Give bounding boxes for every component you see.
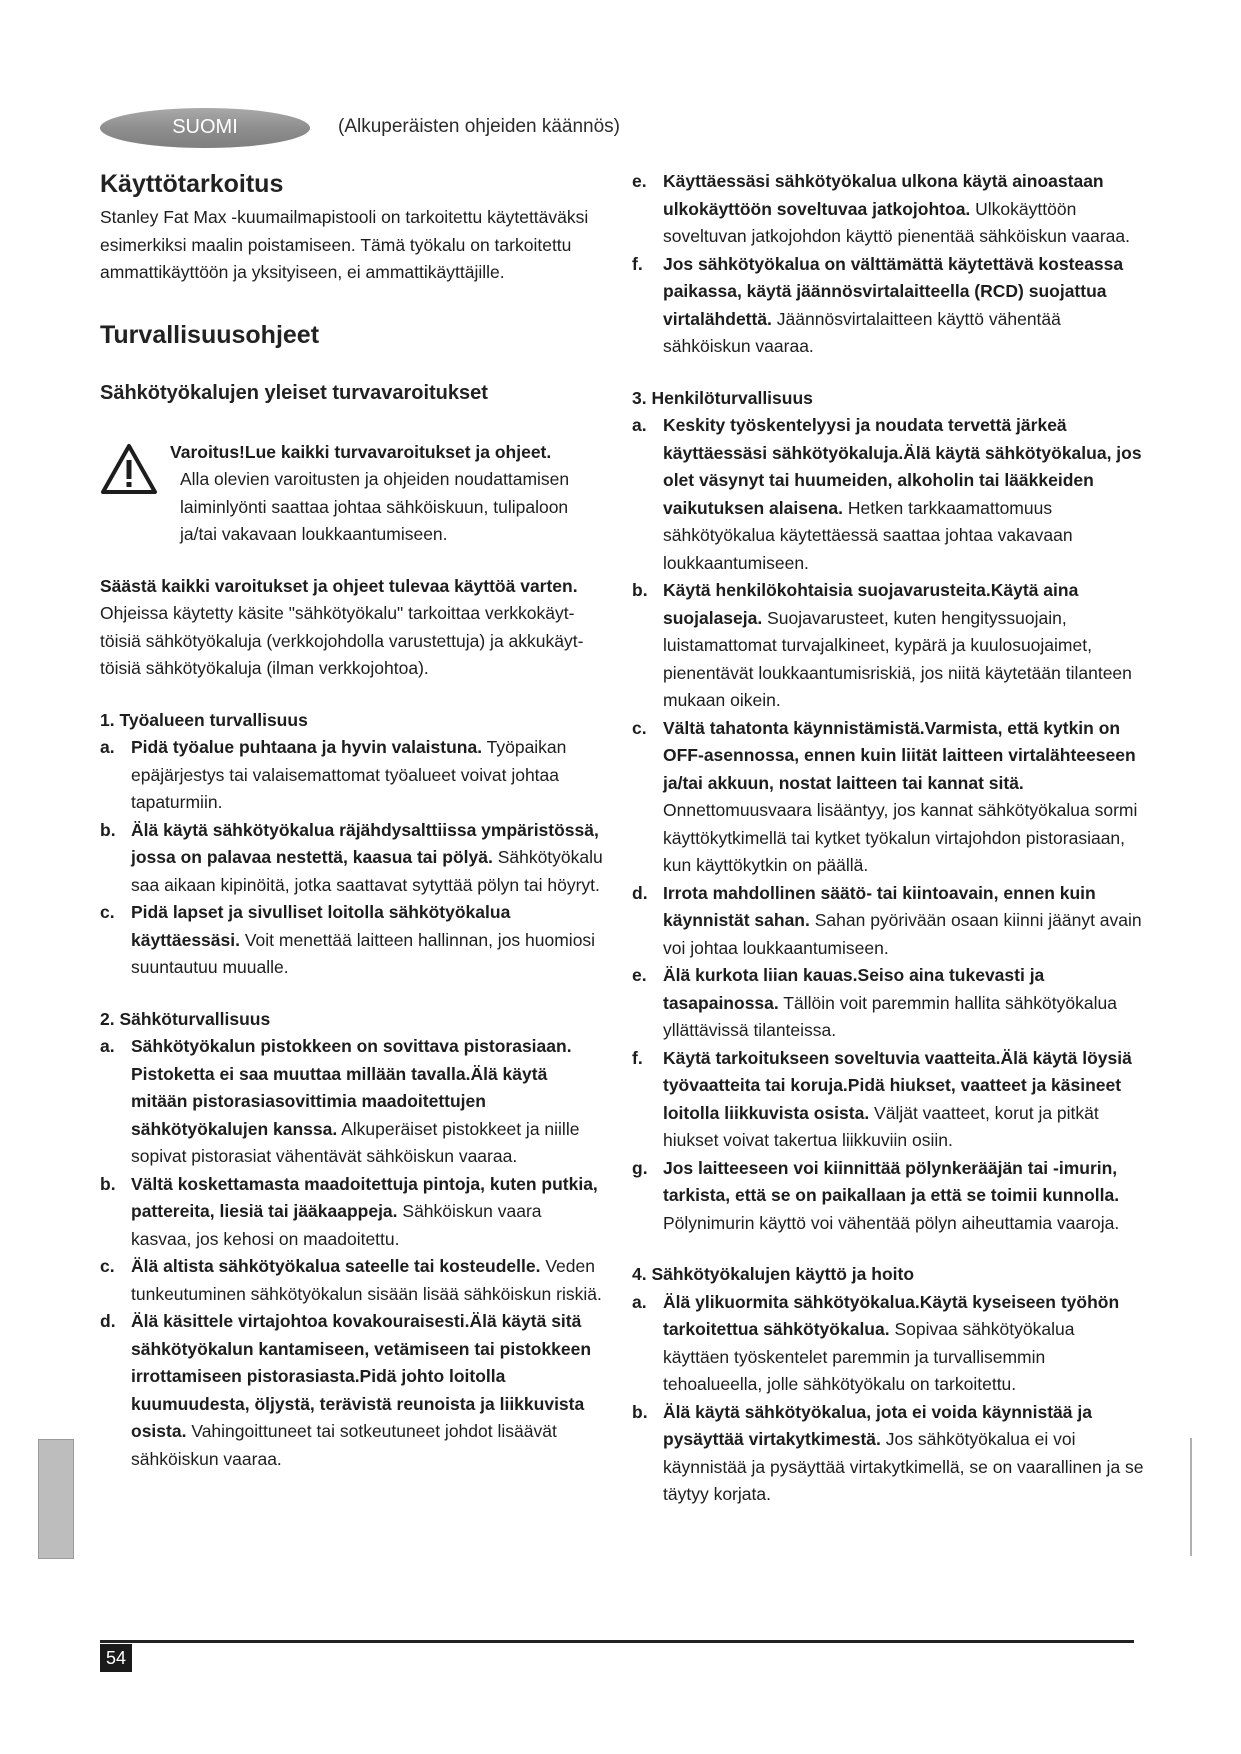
list-item	[632, 251, 1144, 361]
intended-use-text: Stanley Fat Max -kuumailmapistooli on tarkoitettu käytettäväksi esimerkiksi maalin poistamiseen. Tämä työkalu on tarkoitettu ammattikäyttöön ja yksityiseen, ei ammattikäyttäjille.	[100, 207, 589, 282]
item-label: b.	[632, 1401, 648, 1422]
item-bold: Jos laitteeseen voi kiinnittää pölynkerääjän tai -imurin, tarkista, että se on paikallaan ja että se toimii kunnolla.	[663, 1157, 1120, 1205]
item-bold: Käyttäessäsi sähkötyökalua ulkona käytä ainoastaan ulkokäyttöön soveltuvaa jatkojohtoa.	[663, 171, 1104, 219]
item-bold: Älä käsittele virtajohtoa kovakouraisesti.Älä käytä sitä sähkötyökalun kantamiseen, vetämiseen tai pistokkeen irrottamiseen pistorasiasta.Pidä johto loitolla kuumuudesta, öljystä, terävistä reunoista ja liikkuvista osista.	[131, 1311, 592, 1441]
item-text: Hetken tarkkaamattomuus sähkötyökalua käytettäessä saattaa johtaa vakavaan loukkaantumiseen.	[663, 497, 1073, 573]
item-text: Jos sähkötyökalua ei voi käynnistää ja pysäyttää virtakytkimellä, se on vaarallinen ja se täytyy korjata.	[663, 1429, 1144, 1504]
list-item	[100, 1253, 605, 1308]
list-item	[632, 168, 1144, 251]
section-1-title: 1. Työalueen turvallisuus	[100, 709, 308, 730]
left-column	[100, 168, 605, 1473]
list-item	[632, 880, 1144, 963]
language-badge	[100, 108, 310, 148]
list-item	[100, 1171, 605, 1254]
item-bold: Pidä työalue puhtaana ja hyvin valaistuna.	[131, 737, 483, 757]
item-text: Onnettomuusvaara lisääntyy, jos kannat sähkötyökalua sormi käyttökytkimellä tai kytket työkalun virtajohdon pistorasiaan, kun käyttökytkin on päällä.	[663, 800, 1138, 875]
warning-triangle-icon	[100, 443, 158, 495]
list-item	[100, 1308, 605, 1473]
item-label: e.	[632, 965, 647, 985]
item-bold: Älä kurkota liian kauas.Seiso aina tukevasti ja tasapainossa.	[663, 965, 1045, 1013]
list-item	[632, 1045, 1144, 1155]
item-label: c.	[100, 1256, 115, 1276]
item-bold: Vältä koskettamasta maadoitettuja pintoja, kuten putkia, pattereita, liesiä tai jääkaappeja.	[131, 1173, 598, 1221]
item-text: Pölynimurin käyttö voi vähentää pölyn aiheuttamia vaaroja.	[663, 1212, 1120, 1233]
language-label: SUOMI	[172, 116, 238, 138]
item-label: c.	[100, 902, 115, 922]
section-2-title: 2. Sähköturvallisuus	[100, 1008, 271, 1029]
warning-block	[100, 439, 605, 549]
item-bold: Irrota mahdollinen säätö- tai kiintoavain, ennen kuin käynnistät sahan.	[663, 882, 1096, 930]
item-text: Sopivaa sähkötyökalua käyttäen työskentelet paremmin ja turvallisemmin tehoalueella, jolle sähkötyökalu on tarkoitettu.	[663, 1319, 1075, 1394]
list-item	[632, 577, 1144, 715]
item-bold: Keskity työskentelyysi ja noudata tervettä järkeä käyttäessäsi sähkötyökaluja.Älä käytä sähkötyökalua, jos olet väsynyt tai huumeiden, alkoholin tai lääkkeiden vaikutuksen alaisena.	[663, 415, 1142, 518]
footer-rule	[100, 1640, 1134, 1643]
page-number: 54	[100, 1644, 132, 1672]
item-label: f.	[632, 253, 643, 274]
item-label: d.	[632, 882, 648, 903]
item-label: b.	[100, 1173, 116, 1194]
right-column	[632, 168, 1144, 1509]
item-label: f.	[632, 1047, 643, 1068]
item-bold: Älä käytä sähkötyökalua räjähdysalttiissa ympäristössä, jossa on palavaa nestettä, kaasua tai pölyä.	[131, 819, 599, 867]
list-item	[100, 734, 605, 817]
item-text: Tällöin voit paremmin hallita sähkötyökalua yllättävissä tilanteissa.	[663, 992, 1117, 1040]
safety-heading: Turvallisuusohjeet	[100, 320, 320, 349]
item-text: Suojavarusteet, kuten hengityssuojain, luistamattomat turvajalkineet, kypärä ja kuulosuojaimet, pienentävät loukkaantumisriskiä, jos niitä käytetään tilanteen mukaan oikein.	[663, 607, 1132, 710]
item-text: Sähköiskun vaara kasvaa, jos kehosi on maadoitettu.	[131, 1201, 542, 1249]
item-bold: Älä altista sähkötyökalua sateelle tai kosteudelle.	[131, 1256, 541, 1276]
intended-use-heading: Käyttötarkoitus	[100, 170, 284, 198]
list-item	[100, 1033, 605, 1171]
list-item	[632, 1289, 1144, 1399]
item-label: d.	[100, 1311, 116, 1331]
item-label: e.	[632, 171, 647, 191]
item-label: a.	[100, 1036, 115, 1056]
item-label: a.	[632, 415, 647, 435]
safety-subheading: Sähkötyökalujen yleiset turvavaroitukset	[100, 381, 488, 404]
item-bold: Jos sähkötyökalua on välttämättä käytettävä kosteassa paikassa, käytä jäännösvirtalaitteella (RCD) suojattua virtalähdettä.	[663, 253, 1124, 329]
save-instructions-text: Ohjeissa käytetty käsite "sähkötyökalu" tarkoittaa verkkokäyt-töisiä sähkötyökaluja (verkkojohdolla varustettuja) ja akkukäyt-töisiä sähkötyökaluja (ilman verkkojohtoa).	[100, 603, 584, 678]
save-instructions-title: Säästä kaikki varoitukset ja ohjeet tulevaa käyttöä varten.	[100, 575, 578, 596]
item-text: Vahingoittuneet tai sotkeutuneet johdot lisäävät sähköiskun vaaraa.	[131, 1421, 557, 1469]
item-text: Jäännösvirtalaitteen käyttö vähentää sähköiskun vaaraa.	[663, 308, 1061, 356]
item-label: b.	[100, 819, 116, 840]
item-bold: Käytä tarkoitukseen soveltuvia vaatteita.Älä käytä löysiä työvaatteita tai koruja.Pidä hiukset, vaatteet ja käsineet loitolla liikkuvista osista.	[663, 1047, 1132, 1123]
item-label: a.	[100, 737, 115, 757]
warning-text: Alla olevien varoitusten ja ohjeiden noudattamisen laiminlyönti saattaa johtaa sähköiskuun, tulipaloon ja/tai vakavaan loukkaantumiseen.	[180, 469, 570, 544]
item-label: c.	[632, 717, 647, 738]
item-bold: Sähkötyökalun pistokkeen on sovittava pistorasiaan. Pistoketta ei saa muuttaa millään tavalla.Älä käytä mitään pistorasiasovittimia maadoitettujen sähkötyökalujen kanssa.	[131, 1036, 572, 1139]
item-text: Sähkötyökalu saa aikaan kipinöitä, jotka saattavat sytyttää pölyn tai höyryt.	[131, 847, 603, 895]
list-item	[632, 412, 1144, 577]
list-item	[100, 817, 605, 900]
list-item	[632, 1399, 1144, 1509]
edge-mark	[1190, 1438, 1192, 1556]
item-text: Voit menettää laitteen hallinnan, jos huomiosi suuntautuu muualle.	[131, 929, 596, 977]
item-text: Veden tunkeutuminen sähkötyökalun sisään lisää sähköiskun riskiä.	[131, 1256, 602, 1304]
item-text: Väljät vaatteet, korut ja pitkät hiukset voivat takertua liikkuviin osiin.	[663, 1102, 1099, 1150]
item-label: g.	[632, 1157, 648, 1178]
side-index-tab	[38, 1439, 74, 1559]
item-bold: Pidä lapset ja sivulliset loitolla sähkötyökalua käyttäessäsi.	[131, 902, 511, 950]
item-text: Alkuperäiset pistokkeet ja niille sopivat pistorasiat vähentävät sähköiskun vaaraa.	[131, 1118, 580, 1166]
item-bold: Käytä henkilökohtaisia suojavarusteita.Käytä aina suojalaseja.	[663, 580, 1079, 628]
list-item	[632, 962, 1144, 1045]
list-item	[632, 1155, 1144, 1238]
item-text: Sahan pyörivään osaan kiinni jäänyt avain voi johtaa loukkaantumiseen.	[663, 910, 1142, 958]
item-text: Ulkokäyttöön soveltuvan jatkojohdon käyttö pienentää sähköiskun vaaraa.	[663, 198, 1130, 246]
item-bold: Älä käytä sähkötyökalua, jota ei voida käynnistää ja pysäyttää virtakytkimestä.	[663, 1401, 1092, 1449]
item-label: b.	[632, 580, 648, 600]
item-bold: Älä ylikuormita sähkötyökalua.Käytä kyseiseen työhön tarkoitettua sähkötyökalua.	[663, 1291, 1120, 1339]
translation-note: (Alkuperäisten ohjeiden käännös)	[338, 116, 621, 137]
item-label: a.	[632, 1291, 647, 1312]
section-4-title: 4. Sähkötyökalujen käyttö ja hoito	[632, 1264, 915, 1284]
list-item	[100, 899, 605, 982]
item-bold: Vältä tahatonta käynnistämistä.Varmista, että kytkin on OFF-asennossa, ennen kuin liität laitteen virtalähteeseen ja/tai akkuun, nostat laitteen tai kannat sitä.	[663, 717, 1136, 793]
item-text: Työpaikan epäjärjestys tai valaisemattomat työalueet voivat johtaa tapaturmiin.	[131, 737, 567, 812]
section-3-title: 3. Henkilöturvallisuus	[632, 387, 813, 408]
list-item	[632, 715, 1144, 880]
warning-title: Varoitus!Lue kaikki turvavaroitukset ja ohjeet.	[170, 441, 552, 462]
